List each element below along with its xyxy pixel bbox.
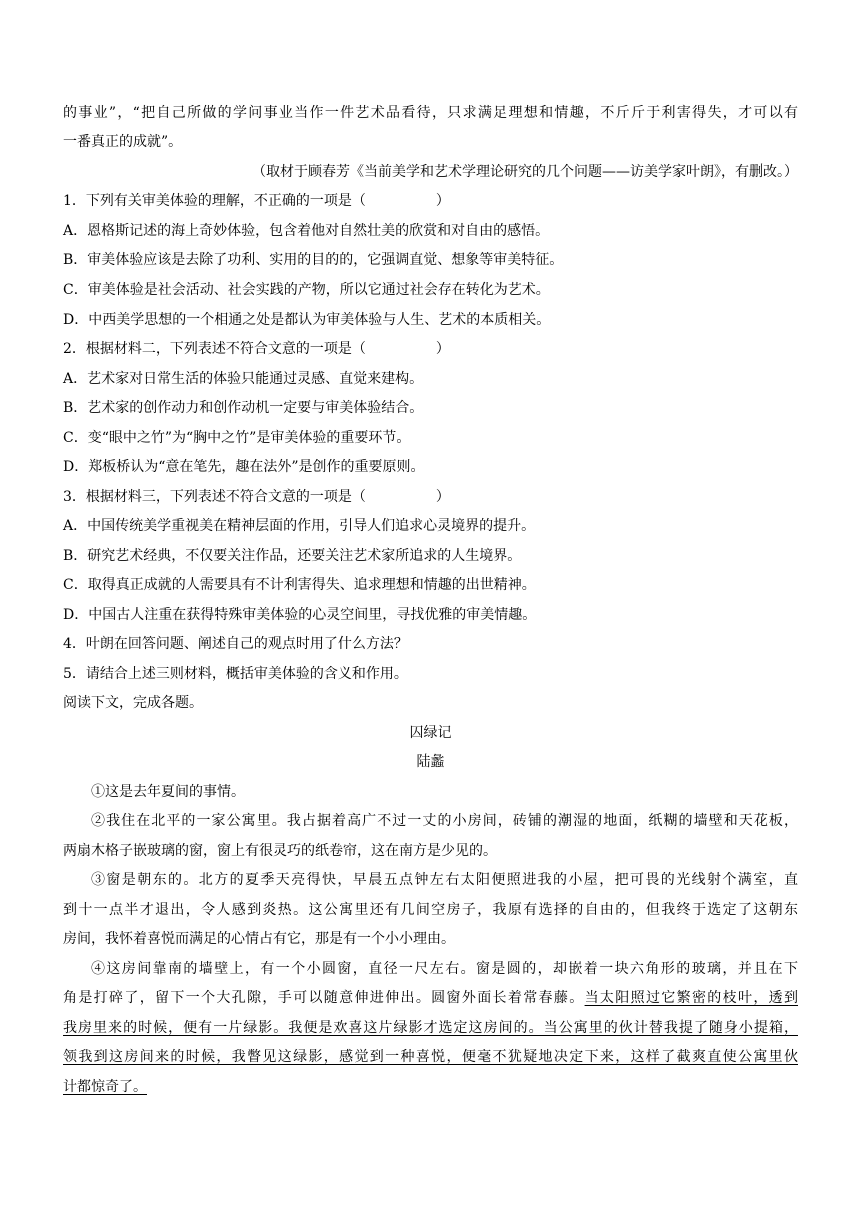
question-2-option-b: B．艺术家的创作动力和创作动机一定要与审美体验结合。 [63,400,424,416]
question-1-option-b: B．审美体验应该是去除了功利、实用的目的的，它强调直觉、想象等审美特征。 [63,252,564,268]
question-3-option-b: B．研究艺术经典，不仅要关注作品，还要关注艺术家所追求的人生境界。 [63,548,522,564]
reading-instruction: 阅读下文，完成各题。 [63,695,203,711]
question-1-stem: 1．下列有关审美体验的理解，不正确的一项是（ ） [63,193,450,209]
essay-paragraph-2-line: ②我住在北平的一家公寓里。我占据着高广不过一丈的小房间，砖铺的潮湿的地面，纸糊的墙壁和天花板， [91,813,798,829]
question-2-option-d: D．郑板桥认为“意在笔先，趣在法外”是创作的重要原则。 [63,459,425,475]
question-2-option-c: C．变“眼中之竹”为“胸中之竹”是审美体验的重要环节。 [63,430,411,446]
essay-paragraph-4-line: ④这房间靠南的墙壁上，有一个小圆窗，直径一尺左右。窗是圆的，却嵌着一块六角形的玻璃，并且在下 [91,961,798,977]
essay-paragraph-3-line: 房间，我怀着喜悦而满足的心情占有它，那是有一个小小理由。 [63,931,455,947]
underlined-text-line: 领我到这房间来的时候，我瞥见这绿影，感觉到一种喜悦，便毫不犹疑地决定下来，这样了截爽直使公寓里伙 [63,1049,798,1065]
question-5: 5．请结合上述三则材料，概括审美体验的含义和作用。 [63,666,408,682]
material-text-line: 一番真正的成就”。 [63,134,183,150]
question-2-stem: 2．根据材料二，下列表述不符合文意的一项是（ ） [63,341,450,357]
question-3-option-a: A．中国传统美学重视美在精神层面的作用，引导人们追求心灵境界的提升。 [63,518,536,534]
essay-author: 陆蠡 [416,754,445,770]
source-citation: （取材于顾春芳《当前美学和艺术学理论研究的几个问题——访美学家叶朗》，有删改。） [252,164,798,180]
underlined-text-line: 我房里来的时候，便有一片绿影。我便是欢喜这片绿影才选定这房间的。当公寓里的伙计替我提了随身小提箱， [63,1020,798,1036]
question-2-option-a: A．艺术家对日常生活的体验只能通过灵感、直觉来建构。 [63,371,424,387]
essay-title: 囚绿记 [409,725,452,741]
essay-paragraph-3-line: 到十一点半才退出，令人感到炎热。这公寓里还有几间空房子，我原有选择的自由的，但我终于选定了这朝东 [63,902,798,918]
question-1-option-c: C．审美体验是社会活动、社会实践的产物，所以它通过社会存在转化为艺术。 [63,282,550,298]
essay-paragraph-2-line: 两扇木格子嵌玻璃的窗，窗上有很灵巧的纸卷帘，这在南方是少见的。 [63,843,497,859]
underlined-text-line: 计都惊奇了。 [63,1079,147,1095]
plain-text: 角是打碎了，留下一个大孔隙，手可以随意伸进伸出。圆窗外面长着常春藤。 [63,990,585,1006]
material-text-line: 的事业”，“把自己所做的学问事业当作一件艺术品看待，只求满足理想和情趣，不斤斤于利害得失，才可以有 [63,105,798,121]
underlined-text: 当太阳照过它繁密的枝叶，透到 [584,990,799,1006]
essay-paragraph-3-line: ③窗是朝东的。北方的夏季天亮得快，早晨五点钟左右太阳便照进我的小屋，把可畏的光线射个满室，直 [91,872,798,888]
question-3-option-d: D．中国古人注重在获得特殊审美体验的心灵空间里，寻找优雅的审美情趣。 [63,607,537,623]
question-1-option-a: A．恩格斯记述的海上奇妙体验，包含着他对自然壮美的欣赏和对自由的感悟。 [63,223,550,239]
question-1-option-d: D．中西美学思想的一个相通之处是都认为审美体验与人生、艺术的本质相关。 [63,312,551,328]
question-3-option-c: C．取得真正成就的人需要具有不计利害得失、追求理想和情趣的出世精神。 [63,577,536,593]
essay-paragraph-4-line [63,988,798,1008]
question-3-stem: 3．根据材料三，下列表述不符合文意的一项是（ ） [63,489,450,505]
question-4: 4．叶朗在回答问题、阐述自己的观点时用了什么方法？ [63,636,408,652]
essay-paragraph-1: ①这是去年夏间的事情。 [91,784,245,800]
